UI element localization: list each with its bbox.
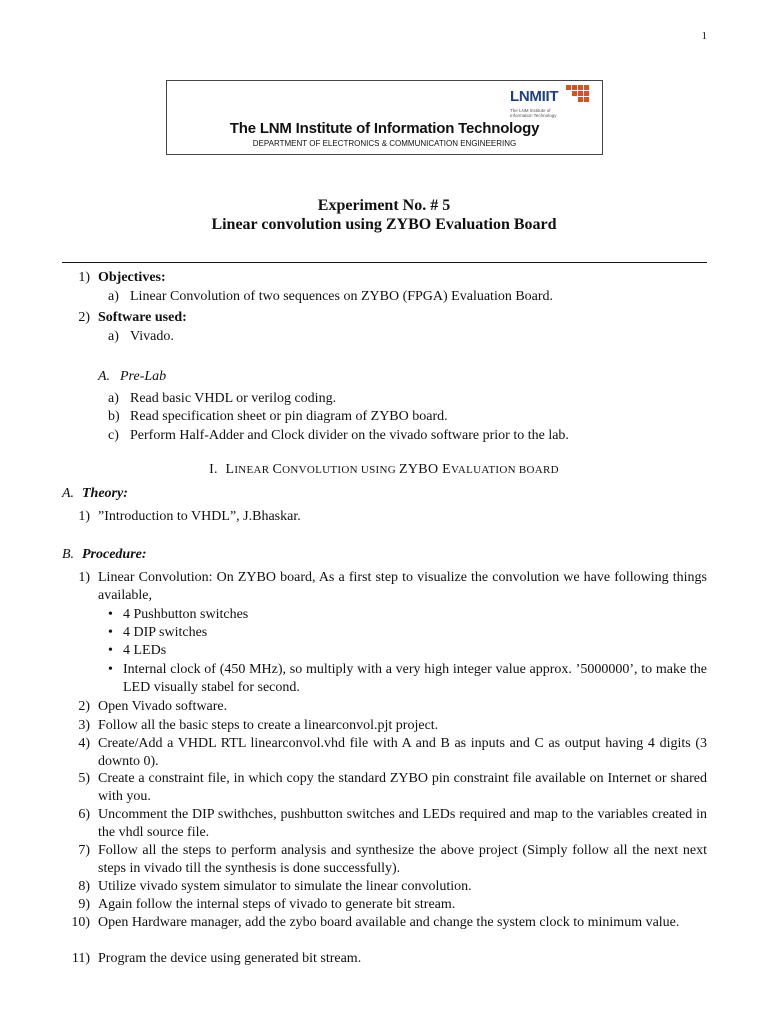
- institute-name: The LNM Institute of Information Technology: [229, 120, 540, 137]
- logo-squares-icon: [566, 85, 590, 105]
- procedure-heading: B. Procedure:: [62, 547, 147, 562]
- procedure-step-text: Again follow the internal steps of vivado to generate bit stream.: [98, 897, 456, 912]
- bullet-item: Internal clock of (450 MHz), so multiply with a very high integer value approx. ’5000000’, to make the LED visually stabel for second.: [123, 662, 707, 695]
- logo-subtext: The LNM Institute of Information Technology: [510, 108, 557, 118]
- page-number: 1: [701, 30, 707, 42]
- procedure-step-text: Utilize vivado system simulator to simulate the linear convolution.: [98, 879, 472, 894]
- procedure-step-text: Program the device using generated bit stream.: [98, 951, 362, 966]
- experiment-number: Experiment No. # 5: [317, 197, 451, 214]
- software-heading: Software used:: [98, 310, 187, 325]
- experiment-title: Linear convolution using ZYBO Evaluation Board: [211, 216, 557, 233]
- bullet-item: 4 LEDs: [123, 643, 167, 658]
- procedure-step-text: Open Vivado software.: [98, 699, 228, 714]
- bullet-item: 4 Pushbutton switches: [123, 607, 249, 622]
- prelab-item: b) Read specification sheet or pin diagram of ZYBO board.: [108, 409, 448, 424]
- lnmiit-logo: [510, 84, 590, 124]
- institute-header-banner: [166, 80, 603, 155]
- procedure-step-text: Create/Add a VHDL RTL linearconvol.vhd file with A and B as inputs and C as output having 4 digits (3 downto 0).: [98, 736, 707, 769]
- bullet-icon: •: [108, 662, 113, 677]
- prelab-item: c) Perform Half-Adder and Clock divider on the vivado software prior to the lab.: [108, 428, 569, 443]
- objective-item: a) Linear Convolution of two sequences on ZYBO (FPGA) Evaluation Board.: [108, 289, 554, 304]
- logo-text: LNMIIT: [510, 88, 559, 105]
- procedure-step-text: Create a constraint file, in which copy the standard ZYBO pin constraint file available on Internet or shared with you.: [98, 771, 707, 804]
- bullet-icon: •: [108, 643, 113, 658]
- prelab-heading: A. Pre-Lab: [98, 369, 167, 384]
- procedure-step-text: Follow all the steps to perform analysis and synthesize the above project (Simply follow all the next next steps in vivado till the synthesis is done successfully).: [98, 843, 707, 876]
- bullet-icon: •: [108, 625, 113, 640]
- software-item: a) Vivado.: [108, 329, 174, 344]
- objectives-heading: Objectives:: [98, 270, 166, 285]
- section-heading: I. LINEAR CONVOLUTION USING ZYBO EVALUATION BOARD: [209, 462, 559, 477]
- department-name: DEPARTMENT OF ELECTRONICS & COMMUNICATION ENGINEERING: [252, 139, 517, 148]
- procedure-step-text: Open Hardware manager, add the zybo board available and change the system clock to minimum value.: [98, 915, 680, 930]
- prelab-item: a) Read basic VHDL or verilog coding.: [108, 391, 337, 406]
- title-rule: [62, 262, 707, 263]
- procedure-step-text: Linear Convolution: On ZYBO board, As a first step to visualize the convolution we have following things available,: [98, 570, 707, 603]
- procedure-step-text: Follow all the basic steps to create a linearconvol.pjt project.: [98, 718, 439, 733]
- procedure-step-text: Uncomment the DIP swithches, pushbutton switches and LEDs required and map to the variables created in the vhdl source file.: [98, 807, 707, 840]
- theory-heading: A. Theory:: [62, 486, 128, 501]
- bullet-item: 4 DIP switches: [123, 625, 208, 640]
- bullet-icon: •: [108, 607, 113, 622]
